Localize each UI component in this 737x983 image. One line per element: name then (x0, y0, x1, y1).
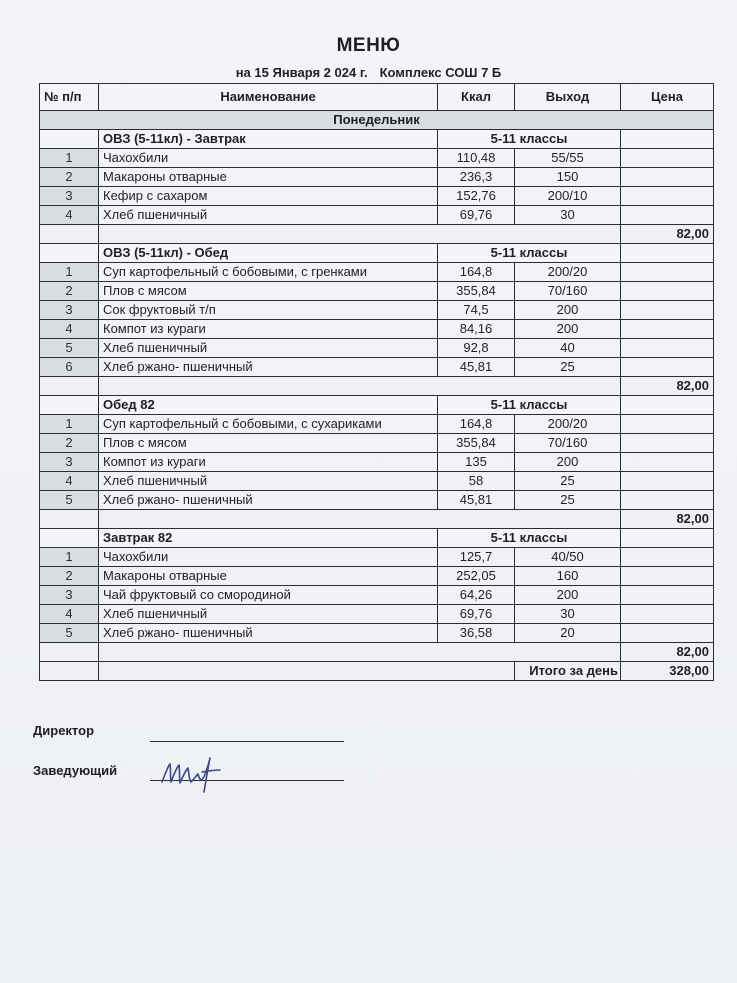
item-output: 70/160 (515, 282, 621, 301)
menu-complex: Комплекс СОШ 7 Б (379, 65, 502, 80)
table-row (40, 206, 714, 225)
item-price (621, 567, 714, 586)
grand-total-value: 328,00 (621, 662, 714, 681)
section-total-price: 82,00 (621, 377, 714, 396)
item-number: 2 (40, 567, 99, 586)
item-number: 3 (40, 187, 99, 206)
item-name: Чай фруктовый со смородиной (99, 586, 438, 605)
item-output: 200 (515, 320, 621, 339)
day-label: Понедельник (40, 111, 714, 130)
item-name: Плов с мясом (99, 282, 438, 301)
table-row (40, 168, 714, 187)
item-number: 1 (40, 415, 99, 434)
section-title: Завтрак 82 (99, 529, 438, 548)
section-title: ОВЗ (5-11кл) - Обед (99, 244, 438, 263)
item-output: 30 (515, 206, 621, 225)
item-price (621, 187, 714, 206)
menu-table (39, 83, 714, 681)
item-kcal: 45,81 (438, 491, 515, 510)
item-price (621, 282, 714, 301)
item-kcal: 164,8 (438, 263, 515, 282)
section-title: Обед 82 (99, 396, 438, 415)
table-row (40, 301, 714, 320)
item-number: 5 (40, 491, 99, 510)
item-number: 1 (40, 263, 99, 282)
section-grade: 5-11 классы (438, 130, 621, 149)
item-kcal: 58 (438, 472, 515, 491)
grand-blank-span (99, 662, 515, 681)
item-price (621, 624, 714, 643)
total-blank-span (99, 377, 621, 396)
section-number-cell (40, 244, 99, 263)
total-blank-span (99, 643, 621, 662)
table-row (40, 434, 714, 453)
item-number: 4 (40, 472, 99, 491)
item-output: 200/20 (515, 415, 621, 434)
page-title: МЕНЮ (336, 35, 401, 56)
handwritten-signature-icon (158, 752, 228, 796)
column-header-number: № п/п (40, 84, 99, 111)
item-output: 70/160 (515, 434, 621, 453)
section-total-row (40, 643, 714, 662)
item-output: 200/20 (515, 263, 621, 282)
item-price (621, 472, 714, 491)
item-name: Плов с мясом (99, 434, 438, 453)
item-number: 2 (40, 434, 99, 453)
section-grade: 5-11 классы (438, 396, 621, 415)
item-name: Суп картофельный с бобовыми, с гренками (99, 263, 438, 282)
grand-total-row (40, 662, 714, 681)
section-title: ОВЗ (5-11кл) - Завтрак (99, 130, 438, 149)
item-name: Макароны отварные (99, 567, 438, 586)
total-blank-span (99, 510, 621, 529)
item-output: 55/55 (515, 149, 621, 168)
item-number: 1 (40, 548, 99, 567)
section-total-price: 82,00 (621, 225, 714, 244)
item-name: Кефир с сахаром (99, 187, 438, 206)
item-number: 1 (40, 149, 99, 168)
section-total-row (40, 225, 714, 244)
menu-table-body (40, 111, 714, 681)
item-price (621, 206, 714, 225)
table-row (40, 263, 714, 282)
section-total-row (40, 510, 714, 529)
table-row (40, 358, 714, 377)
table-row (40, 624, 714, 643)
section-price-cell (621, 396, 714, 415)
manager-label: Заведующий (33, 763, 118, 778)
item-output: 40/50 (515, 548, 621, 567)
item-kcal: 84,16 (438, 320, 515, 339)
item-name: Макароны отварные (99, 168, 438, 187)
item-kcal: 164,8 (438, 415, 515, 434)
section-number-cell (40, 396, 99, 415)
column-header-output: Выход (515, 84, 621, 111)
section-grade: 5-11 классы (438, 529, 621, 548)
item-number: 4 (40, 206, 99, 225)
section-grade: 5-11 классы (438, 244, 621, 263)
total-blank-number (40, 510, 99, 529)
item-number: 5 (40, 624, 99, 643)
day-row (40, 111, 714, 130)
director-label: Директор (33, 723, 95, 738)
item-kcal: 252,05 (438, 567, 515, 586)
item-output: 30 (515, 605, 621, 624)
section-row (40, 396, 714, 415)
item-price (621, 358, 714, 377)
item-number: 5 (40, 339, 99, 358)
item-kcal: 69,76 (438, 206, 515, 225)
item-output: 200 (515, 586, 621, 605)
item-number: 4 (40, 605, 99, 624)
table-row (40, 339, 714, 358)
item-output: 25 (515, 358, 621, 377)
item-name: Хлеб ржано- пшеничный (99, 491, 438, 510)
section-price-cell (621, 130, 714, 149)
item-output: 200 (515, 453, 621, 472)
item-price (621, 453, 714, 472)
item-kcal: 92,8 (438, 339, 515, 358)
director-signature-line (150, 741, 344, 742)
item-output: 20 (515, 624, 621, 643)
item-number: 2 (40, 282, 99, 301)
item-price (621, 491, 714, 510)
item-name: Суп картофельный с бобовыми, с сухариками (99, 415, 438, 434)
item-kcal: 355,84 (438, 282, 515, 301)
item-price (621, 586, 714, 605)
item-price (621, 263, 714, 282)
section-price-cell (621, 529, 714, 548)
menu-date: на 15 Января 2 024 г. (235, 65, 368, 80)
item-kcal: 69,76 (438, 605, 515, 624)
item-output: 200/10 (515, 187, 621, 206)
section-row (40, 244, 714, 263)
item-kcal: 125,7 (438, 548, 515, 567)
table-row (40, 453, 714, 472)
item-number: 3 (40, 453, 99, 472)
item-number: 2 (40, 168, 99, 187)
table-row (40, 567, 714, 586)
item-output: 25 (515, 491, 621, 510)
item-kcal: 45,81 (438, 358, 515, 377)
table-row (40, 282, 714, 301)
page-subtitle (0, 65, 737, 80)
item-output: 200 (515, 301, 621, 320)
item-kcal: 236,3 (438, 168, 515, 187)
total-blank-number (40, 643, 99, 662)
item-kcal: 36,58 (438, 624, 515, 643)
item-output: 150 (515, 168, 621, 187)
table-header-row (40, 84, 714, 111)
item-name: Сок фруктовый т/п (99, 301, 438, 320)
item-kcal: 64,26 (438, 586, 515, 605)
item-output: 40 (515, 339, 621, 358)
item-name: Хлеб пшеничный (99, 339, 438, 358)
item-name: Хлеб пшеничный (99, 605, 438, 624)
grand-blank-number (40, 662, 99, 681)
table-row (40, 548, 714, 567)
item-kcal: 74,5 (438, 301, 515, 320)
total-blank-span (99, 225, 621, 244)
column-header-price: Цена (621, 84, 714, 111)
item-kcal: 152,76 (438, 187, 515, 206)
grand-total-label: Итого за день (515, 662, 621, 681)
item-number: 3 (40, 301, 99, 320)
item-number: 4 (40, 320, 99, 339)
section-total-row (40, 377, 714, 396)
item-price (621, 548, 714, 567)
item-price (621, 415, 714, 434)
item-price (621, 301, 714, 320)
section-total-price: 82,00 (621, 510, 714, 529)
item-output: 160 (515, 567, 621, 586)
column-header-name: Наименование (99, 84, 438, 111)
section-total-price: 82,00 (621, 643, 714, 662)
item-price (621, 339, 714, 358)
item-price (621, 605, 714, 624)
item-number: 6 (40, 358, 99, 377)
item-price (621, 320, 714, 339)
item-price (621, 168, 714, 187)
table-row (40, 586, 714, 605)
item-output: 25 (515, 472, 621, 491)
item-price (621, 149, 714, 168)
section-number-cell (40, 130, 99, 149)
table-row (40, 320, 714, 339)
table-row (40, 491, 714, 510)
item-kcal: 135 (438, 453, 515, 472)
table-row (40, 472, 714, 491)
item-kcal: 110,48 (438, 149, 515, 168)
item-name: Хлеб пшеничный (99, 206, 438, 225)
table-row (40, 187, 714, 206)
item-name: Хлеб ржано- пшеничный (99, 358, 438, 377)
item-name: Компот из кураги (99, 320, 438, 339)
table-row (40, 149, 714, 168)
item-price (621, 434, 714, 453)
item-name: Компот из кураги (99, 453, 438, 472)
item-name: Хлеб ржано- пшеничный (99, 624, 438, 643)
section-row (40, 130, 714, 149)
column-header-kcal: Ккал (438, 84, 515, 111)
table-row (40, 605, 714, 624)
item-name: Чахохбили (99, 149, 438, 168)
total-blank-number (40, 377, 99, 396)
section-number-cell (40, 529, 99, 548)
total-blank-number (40, 225, 99, 244)
section-row (40, 529, 714, 548)
item-name: Хлеб пшеничный (99, 472, 438, 491)
table-row (40, 415, 714, 434)
item-number: 3 (40, 586, 99, 605)
item-name: Чахохбили (99, 548, 438, 567)
item-kcal: 355,84 (438, 434, 515, 453)
section-price-cell (621, 244, 714, 263)
